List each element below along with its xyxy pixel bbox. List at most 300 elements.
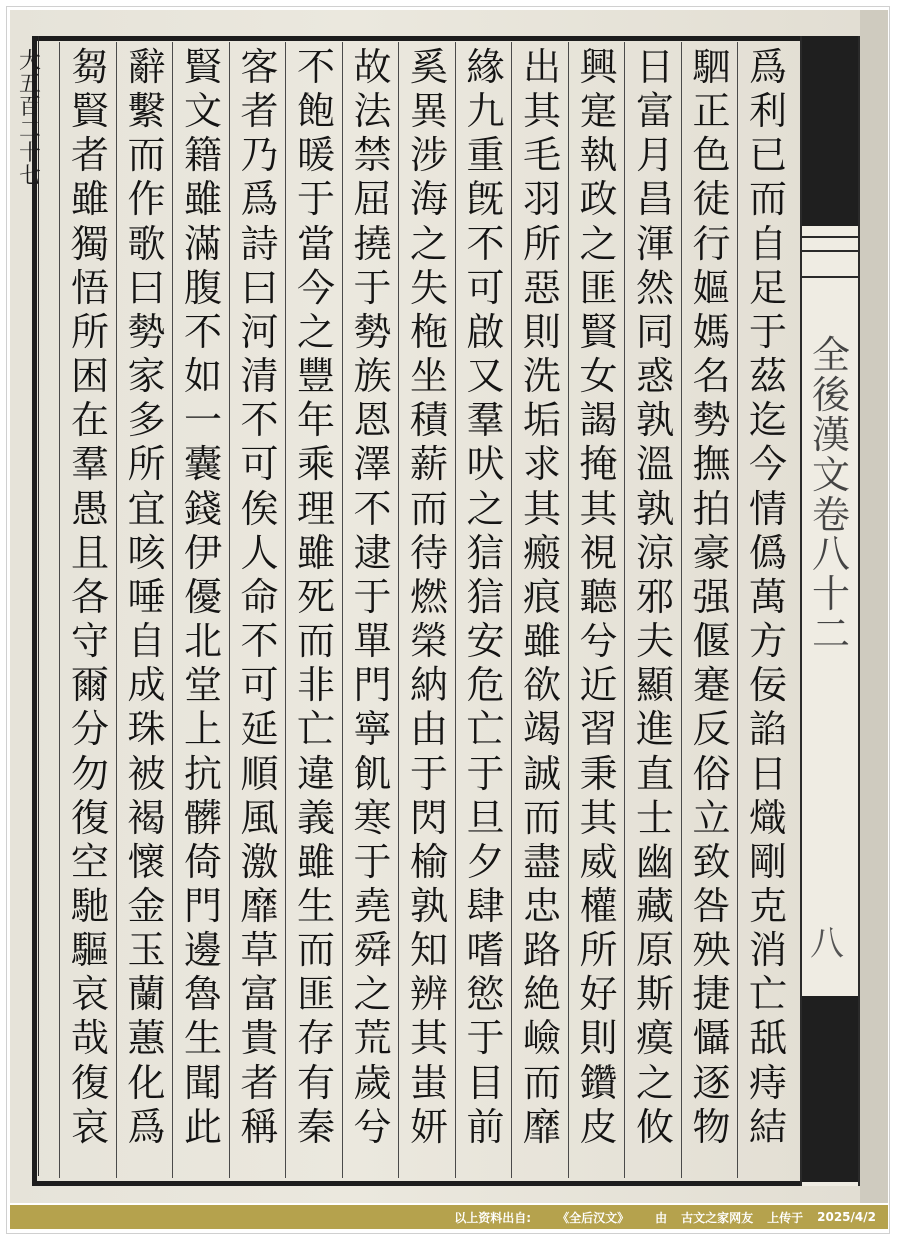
glyph: 髒 [183, 795, 222, 840]
text-column [512, 45, 572, 1149]
glyph: 伊 [183, 530, 222, 575]
glyph: 歌 [127, 221, 166, 266]
glyph: 自 [748, 221, 787, 266]
glyph: 奚 [409, 45, 448, 89]
glyph: 俗 [692, 751, 731, 796]
glyph: 顯 [635, 663, 674, 708]
glyph: 辭 [127, 45, 166, 89]
glyph: 賢 [579, 309, 618, 354]
glyph: 政 [579, 177, 618, 222]
glyph: 悟 [70, 265, 109, 310]
glyph: 二 [811, 612, 850, 657]
glyph: 孰 [635, 398, 674, 443]
glyph: 出 [522, 45, 561, 89]
glyph: 則 [522, 309, 561, 354]
glyph: 狺 [466, 574, 505, 619]
glyph: 魯 [183, 972, 222, 1017]
glyph: 秉 [579, 751, 618, 796]
glyph: 邪 [635, 574, 674, 619]
glyph: 年 [296, 398, 335, 443]
glyph: 羣 [466, 398, 505, 443]
glyph: 所 [522, 221, 561, 266]
glyph: 而 [409, 486, 448, 531]
footer-uploader-link[interactable]: 古文之家网友 [681, 1210, 754, 1225]
glyph: 權 [579, 883, 618, 928]
glyph: 坐 [409, 354, 448, 399]
glyph: 立 [692, 795, 731, 840]
glyph: 毛 [522, 133, 561, 178]
glyph: 利 [748, 89, 787, 134]
glyph: 其 [409, 1016, 448, 1061]
glyph: 痕 [522, 574, 561, 619]
glyph: 愚 [70, 486, 109, 531]
glyph: 剛 [748, 839, 787, 884]
glyph: 富 [635, 89, 674, 134]
glyph: 涉 [409, 133, 448, 178]
glyph: 匪 [296, 972, 335, 1017]
glyph: 故 [353, 45, 392, 89]
glyph: 于 [353, 265, 392, 310]
glyph: 金 [127, 883, 166, 928]
page-edge [860, 10, 888, 1203]
glyph: 賢 [183, 45, 222, 89]
glyph: 抗 [183, 751, 222, 796]
glyph: 珠 [127, 707, 166, 752]
glyph: 拍 [692, 486, 731, 531]
glyph: 錢 [183, 486, 222, 531]
glyph: 寧 [353, 707, 392, 752]
glyph: 生 [183, 1016, 222, 1061]
glyph: 目 [466, 1060, 505, 1105]
page-number [16, 50, 44, 189]
glyph: 攸 [635, 1104, 674, 1149]
glyph: 爾 [70, 663, 109, 708]
glyph: 咳 [127, 530, 166, 575]
glyph: 嶮 [522, 1016, 561, 1061]
glyph: 皮 [579, 1104, 618, 1149]
glyph: 而 [748, 177, 787, 222]
glyph: 勢 [353, 309, 392, 354]
glyph: 兮 [579, 619, 618, 664]
glyph: 忠 [522, 883, 561, 928]
glyph: 瘢 [522, 530, 561, 575]
glyph: 消 [748, 928, 787, 973]
glyph: 爲 [240, 177, 279, 222]
glyph: 後 [811, 372, 850, 417]
glyph: 所 [579, 928, 618, 973]
glyph: 富 [240, 972, 279, 1017]
glyph: 族 [353, 354, 392, 399]
glyph: 飽 [296, 89, 335, 134]
column-rule [59, 42, 60, 1178]
glyph: 舜 [353, 928, 392, 973]
glyph: 撫 [692, 442, 731, 487]
glyph: 七 [18, 164, 41, 190]
glyph: 堂 [183, 663, 222, 708]
glyph: 者 [240, 1060, 279, 1105]
glyph: 邊 [183, 928, 222, 973]
glyph: 義 [296, 795, 335, 840]
glyph: 今 [296, 265, 335, 310]
glyph: 嗜 [466, 928, 505, 973]
glyph: 孰 [635, 486, 674, 531]
glyph: 違 [296, 751, 335, 796]
glyph: 萬 [748, 574, 787, 619]
glyph: 多 [127, 398, 166, 443]
glyph: 又 [466, 354, 505, 399]
glyph: 色 [692, 133, 731, 178]
glyph: 漢 [811, 412, 850, 457]
glyph: 之 [579, 221, 618, 266]
text-column [60, 45, 120, 1149]
glyph: 稱 [240, 1104, 279, 1149]
glyph: 可 [240, 663, 279, 708]
glyph: 佞 [748, 663, 787, 708]
glyph: 于 [353, 839, 392, 884]
glyph: 門 [353, 663, 392, 708]
glyph: 所 [127, 442, 166, 487]
glyph: 溫 [635, 442, 674, 487]
glyph: 已 [748, 133, 787, 178]
glyph: 妍 [409, 1104, 448, 1149]
glyph: 雖 [70, 177, 109, 222]
glyph: 克 [748, 883, 787, 928]
glyph: 法 [353, 89, 392, 134]
glyph: 致 [692, 839, 731, 884]
glyph: 所 [70, 309, 109, 354]
glyph: 求 [522, 442, 561, 487]
glyph: 懷 [127, 839, 166, 884]
glyph: 分 [70, 707, 109, 752]
glyph: 名 [692, 354, 731, 399]
glyph: 正 [692, 89, 731, 134]
glyph: 結 [748, 1104, 787, 1149]
glyph: 籍 [183, 133, 222, 178]
glyph: 瘼 [635, 1016, 674, 1061]
fishtail-rule [802, 276, 858, 278]
glyph: 然 [635, 265, 674, 310]
glyph: 澤 [353, 442, 392, 487]
glyph: 昌 [635, 177, 674, 222]
text-column [286, 45, 346, 1149]
glyph: 可 [466, 265, 505, 310]
glyph: 人 [240, 530, 279, 575]
glyph: 爲 [127, 1104, 166, 1149]
glyph: 者 [240, 89, 279, 134]
glyph: 于 [409, 751, 448, 796]
text-column [456, 45, 516, 1149]
glyph: 月 [635, 133, 674, 178]
glyph: 不 [353, 486, 392, 531]
glyph: 聞 [183, 1060, 222, 1105]
glyph: 宜 [127, 486, 166, 531]
glyph: 路 [522, 928, 561, 973]
glyph: 威 [579, 839, 618, 884]
glyph: 豐 [296, 354, 335, 399]
glyph: 優 [183, 574, 222, 619]
fishtail-rule [802, 236, 858, 238]
glyph: 匪 [579, 265, 618, 310]
glyph: 吠 [466, 442, 505, 487]
glyph: 重 [466, 133, 505, 178]
glyph: 嫗 [692, 265, 731, 310]
glyph: 哀 [70, 1104, 109, 1149]
glyph: 有 [296, 1060, 335, 1105]
glyph: 惡 [522, 265, 561, 310]
source-footer [10, 1205, 888, 1229]
glyph: 物 [692, 1104, 731, 1149]
glyph: 成 [127, 663, 166, 708]
glyph: 渾 [635, 221, 674, 266]
glyph: 海 [409, 177, 448, 222]
glyph: 反 [692, 707, 731, 752]
glyph: 進 [635, 707, 674, 752]
glyph: 一 [183, 398, 222, 443]
glyph: 哀 [70, 972, 109, 1017]
glyph: 積 [409, 398, 448, 443]
glyph: 之 [409, 221, 448, 266]
glyph: 旦 [466, 795, 505, 840]
glyph: 異 [409, 89, 448, 134]
glyph: 斯 [635, 972, 674, 1017]
text-column [117, 45, 177, 1149]
glyph: 于 [353, 574, 392, 619]
glyph: 草 [240, 928, 279, 973]
glyph: 絶 [522, 972, 561, 1017]
glyph: 乘 [296, 442, 335, 487]
glyph: 雖 [296, 530, 335, 575]
glyph: 孰 [409, 883, 448, 928]
glyph: 羽 [522, 177, 561, 222]
glyph: 爲 [748, 45, 787, 89]
glyph: 可 [240, 442, 279, 487]
glyph: 亡 [296, 707, 335, 752]
glyph: 全 [811, 333, 850, 377]
glyph: 河 [240, 309, 279, 354]
glyph: 空 [70, 839, 109, 884]
glyph: 禁 [353, 133, 392, 178]
glyph: 貴 [240, 1016, 279, 1061]
glyph: 于 [296, 177, 335, 222]
glyph: 清 [240, 354, 279, 399]
glyph: 榆 [409, 839, 448, 884]
glyph: 榮 [409, 619, 448, 664]
glyph: 僞 [748, 530, 787, 575]
glyph: 死 [296, 574, 335, 619]
glyph: 視 [579, 530, 618, 575]
glyph: 困 [70, 354, 109, 399]
glyph: 激 [240, 839, 279, 884]
glyph: 門 [183, 883, 222, 928]
glyph: 上 [183, 707, 222, 752]
glyph: 知 [409, 928, 448, 973]
glyph: 自 [127, 619, 166, 664]
glyph: 則 [579, 1016, 618, 1061]
glyph: 逐 [692, 1060, 731, 1105]
glyph: 曰 [240, 265, 279, 310]
text-column [230, 45, 290, 1149]
glyph: 生 [296, 883, 335, 928]
text-column [343, 45, 403, 1149]
glyph: 賢 [70, 89, 109, 134]
footer-book-link[interactable]: 《全后汉文》 [557, 1210, 630, 1225]
text-column [569, 45, 629, 1149]
glyph: 惑 [635, 354, 674, 399]
glyph: 執 [579, 133, 618, 178]
glyph: 蚩 [409, 1060, 448, 1105]
glyph: 夫 [635, 619, 674, 664]
glyph: 殃 [692, 928, 731, 973]
glyph: 日 [635, 45, 674, 89]
glyph: 秦 [296, 1104, 335, 1149]
glyph: 欲 [522, 663, 561, 708]
glyph: 而 [522, 795, 561, 840]
glyph: 蕙 [127, 1016, 166, 1061]
glyph: 茲 [748, 354, 787, 399]
glyph: 失 [409, 265, 448, 310]
glyph: 幽 [635, 839, 674, 884]
glyph: 于 [466, 1016, 505, 1061]
glyph: 大 [18, 49, 41, 74]
glyph: 足 [748, 265, 787, 310]
glyph: 由 [409, 707, 448, 752]
glyph: 垢 [522, 398, 561, 443]
glyph: 風 [240, 795, 279, 840]
glyph: 百 [18, 95, 41, 121]
glyph: 繫 [127, 89, 166, 134]
glyph: 薪 [409, 442, 448, 487]
glyph: 存 [296, 1016, 335, 1061]
glyph: 被 [127, 751, 166, 796]
glyph: 肆 [466, 883, 505, 928]
glyph: 屈 [353, 177, 392, 222]
glyph: 之 [635, 1060, 674, 1105]
text-column [173, 45, 233, 1149]
glyph: 痔 [748, 1060, 787, 1105]
text-column [625, 45, 685, 1149]
glyph: 守 [70, 619, 109, 664]
glyph: 原 [635, 928, 674, 973]
glyph: 卷 [811, 492, 850, 537]
glyph: 舐 [748, 1016, 787, 1061]
glyph: 滿 [183, 221, 222, 266]
glyph: 捷 [692, 972, 731, 1017]
glyph: 而 [296, 619, 335, 664]
glyph: 囊 [183, 442, 222, 487]
glyph: 不 [240, 619, 279, 664]
glyph: 不 [183, 309, 222, 354]
banner-column [800, 36, 860, 1186]
glyph: 豪 [692, 530, 731, 575]
glyph: 安 [466, 619, 505, 664]
footer-action: 上传于 [767, 1210, 804, 1225]
scanned-page-image [10, 10, 888, 1203]
glyph: 而 [127, 133, 166, 178]
glyph: 乃 [240, 133, 279, 178]
text-column [399, 45, 459, 1149]
glyph: 徒 [692, 177, 731, 222]
glyph: 化 [127, 1060, 166, 1105]
glyph: 亡 [466, 707, 505, 752]
glyph: 熾 [748, 795, 787, 840]
glyph: 當 [296, 221, 335, 266]
glyph: 家 [127, 354, 166, 399]
glyph: 荒 [353, 1016, 392, 1061]
glyph: 辨 [409, 972, 448, 1017]
fishtail-rule [802, 250, 858, 252]
footer-by: 由 [655, 1210, 668, 1225]
glyph: 褐 [127, 795, 166, 840]
glyph: 堯 [353, 883, 392, 928]
glyph: 不 [296, 45, 335, 89]
glyph: 于 [466, 751, 505, 796]
glyph: 玉 [127, 928, 166, 973]
glyph: 其 [579, 795, 618, 840]
glyph: 九 [466, 89, 505, 134]
glyph: 羣 [70, 442, 109, 487]
glyph: 雖 [522, 619, 561, 664]
glyph: 文 [811, 452, 850, 497]
glyph: 掩 [579, 442, 618, 487]
glyph: 强 [692, 574, 731, 619]
glyph: 八 [811, 532, 850, 577]
glyph: 延 [240, 707, 279, 752]
glyph: 二 [18, 118, 41, 144]
glyph: 歲 [353, 1060, 392, 1105]
glyph: 暖 [296, 133, 335, 178]
glyph: 詩 [240, 221, 279, 266]
glyph: 芻 [70, 45, 109, 89]
glyph: 好 [579, 972, 618, 1017]
glyph: 之 [296, 309, 335, 354]
glyph: 馳 [70, 883, 109, 928]
glyph: 文 [183, 89, 222, 134]
glyph: 今 [748, 442, 787, 487]
glyph: 哉 [70, 1016, 109, 1061]
glyph: 慾 [466, 972, 505, 1017]
glyph: 而 [296, 928, 335, 973]
glyph: 復 [70, 795, 109, 840]
glyph: 待 [409, 530, 448, 575]
glyph: 而 [522, 1060, 561, 1105]
glyph: 命 [240, 574, 279, 619]
glyph: 緣 [466, 45, 505, 89]
glyph: 兮 [353, 1104, 392, 1149]
glyph: 燃 [409, 574, 448, 619]
glyph: 雖 [183, 177, 222, 222]
glyph: 恩 [353, 398, 392, 443]
glyph: 習 [579, 707, 618, 752]
glyph: 誠 [522, 751, 561, 796]
glyph: 前 [466, 1104, 505, 1149]
glyph: 蘭 [127, 972, 166, 1017]
black-fishtail-top [802, 36, 858, 226]
glyph: 之 [353, 972, 392, 1017]
glyph: 媽 [692, 309, 731, 354]
glyph: 士 [635, 795, 674, 840]
glyph: 北 [183, 619, 222, 664]
glyph: 俟 [240, 486, 279, 531]
glyph: 啟 [466, 309, 505, 354]
glyph: 諂 [748, 707, 787, 752]
glyph: 迄 [748, 398, 787, 443]
glyph: 涼 [635, 530, 674, 575]
glyph: 夕 [466, 839, 505, 884]
glyph: 于 [748, 309, 787, 354]
glyph: 倚 [183, 839, 222, 884]
glyph: 逮 [353, 530, 392, 575]
glyph: 寔 [579, 89, 618, 134]
